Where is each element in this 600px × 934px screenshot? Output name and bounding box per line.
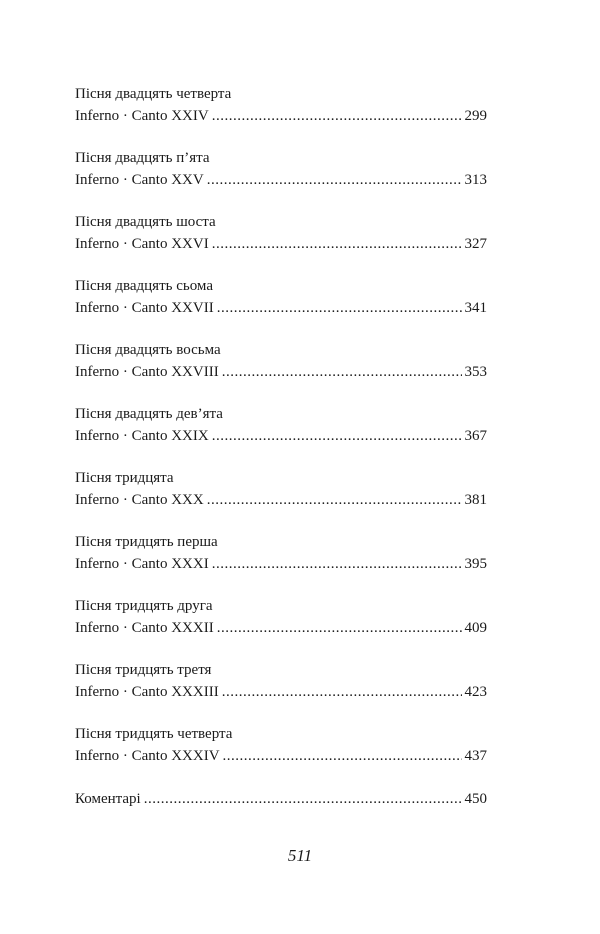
toc-entry-page: 341 <box>464 300 487 316</box>
toc-entry-title: Пісня тридцята <box>75 470 174 486</box>
toc-entry-page: 450 <box>464 791 487 807</box>
toc-entry-subtitle: Inferno · Canto XXXIII <box>75 684 219 700</box>
toc-entry-title: Пісня двадцять четверта <box>75 86 232 102</box>
toc-entry-subtitle: Inferno · Canto XXV <box>75 172 204 188</box>
toc-entry-page: 423 <box>464 684 487 700</box>
table-of-contents <box>75 83 487 852</box>
toc-entry-subtitle: Inferno · Canto XXX <box>75 492 204 508</box>
dot-leader <box>212 233 462 255</box>
toc-entry-page: 313 <box>464 172 487 188</box>
toc-entry <box>75 83 487 147</box>
toc-entry <box>75 275 487 339</box>
toc-entry-page: 437 <box>464 748 487 764</box>
dot-leader <box>222 681 462 703</box>
toc-entry-subtitle: Inferno · Canto XXXI <box>75 556 209 572</box>
dot-leader <box>217 297 462 319</box>
toc-entry-subtitle: Inferno · Canto XXXIV <box>75 748 220 764</box>
toc-entry-line <box>75 169 487 191</box>
dot-leader <box>207 489 462 511</box>
toc-entry-title: Пісня двадцять дев’ята <box>75 406 223 422</box>
toc-entry-line <box>75 297 487 319</box>
toc-entry-line <box>75 745 487 767</box>
toc-entry-page: 327 <box>464 236 487 252</box>
toc-entry-line <box>75 233 487 255</box>
dot-leader <box>212 553 462 575</box>
toc-entry-page: 299 <box>464 108 487 124</box>
toc-entry-page: 353 <box>464 364 487 380</box>
toc-entry <box>75 531 487 595</box>
toc-entry-line <box>75 553 487 575</box>
toc-entry-title: Пісня двадцять шоста <box>75 214 216 230</box>
toc-entry-page: 381 <box>464 492 487 508</box>
toc-entry <box>75 339 487 403</box>
toc-entry-subtitle: Inferno · Canto XXIX <box>75 428 209 444</box>
toc-entry-title: Пісня тридцять перша <box>75 534 218 550</box>
dot-leader <box>212 105 462 127</box>
toc-entry-line <box>75 425 487 447</box>
dot-leader <box>212 425 462 447</box>
toc-entry-subtitle: Inferno · Canto XXVII <box>75 300 214 316</box>
toc-entry-title: Пісня двадцять сьома <box>75 278 213 294</box>
toc-entry-title: Пісня тридцять друга <box>75 598 213 614</box>
dot-leader <box>217 617 462 639</box>
toc-entry-title: Пісня двадцять п’ята <box>75 150 210 166</box>
toc-entry <box>75 723 487 787</box>
toc-entry-subtitle: Коментарі <box>75 791 141 807</box>
toc-entry <box>75 659 487 723</box>
toc-entry <box>75 467 487 531</box>
toc-entry-commentary <box>75 788 487 852</box>
toc-entry <box>75 403 487 467</box>
toc-entry-subtitle: Inferno · Canto XXVIII <box>75 364 219 380</box>
dot-leader <box>144 788 462 810</box>
toc-entry-line <box>75 788 487 810</box>
dot-leader <box>222 361 462 383</box>
toc-entry-subtitle: Inferno · Canto XXXII <box>75 620 214 636</box>
toc-entry-title: Пісня тридцять третя <box>75 662 212 678</box>
toc-entry-line <box>75 617 487 639</box>
toc-entry-title: Пісня двадцять восьма <box>75 342 221 358</box>
toc-entry-line <box>75 489 487 511</box>
toc-entry-title: Пісня тридцять четверта <box>75 726 233 742</box>
dot-leader <box>207 169 462 191</box>
toc-entry-subtitle: Inferno · Canto XXVI <box>75 236 209 252</box>
toc-entry <box>75 147 487 211</box>
toc-entry-line <box>75 105 487 127</box>
toc-entry-page: 395 <box>464 556 487 572</box>
toc-entry-line <box>75 681 487 703</box>
page-number: 511 <box>287 846 313 865</box>
toc-entry <box>75 595 487 659</box>
toc-entry-line <box>75 361 487 383</box>
toc-entry <box>75 211 487 275</box>
toc-entry-page: 367 <box>464 428 487 444</box>
dot-leader <box>223 745 462 767</box>
toc-entry-page: 409 <box>464 620 487 636</box>
toc-entry-subtitle: Inferno · Canto XXIV <box>75 108 209 124</box>
